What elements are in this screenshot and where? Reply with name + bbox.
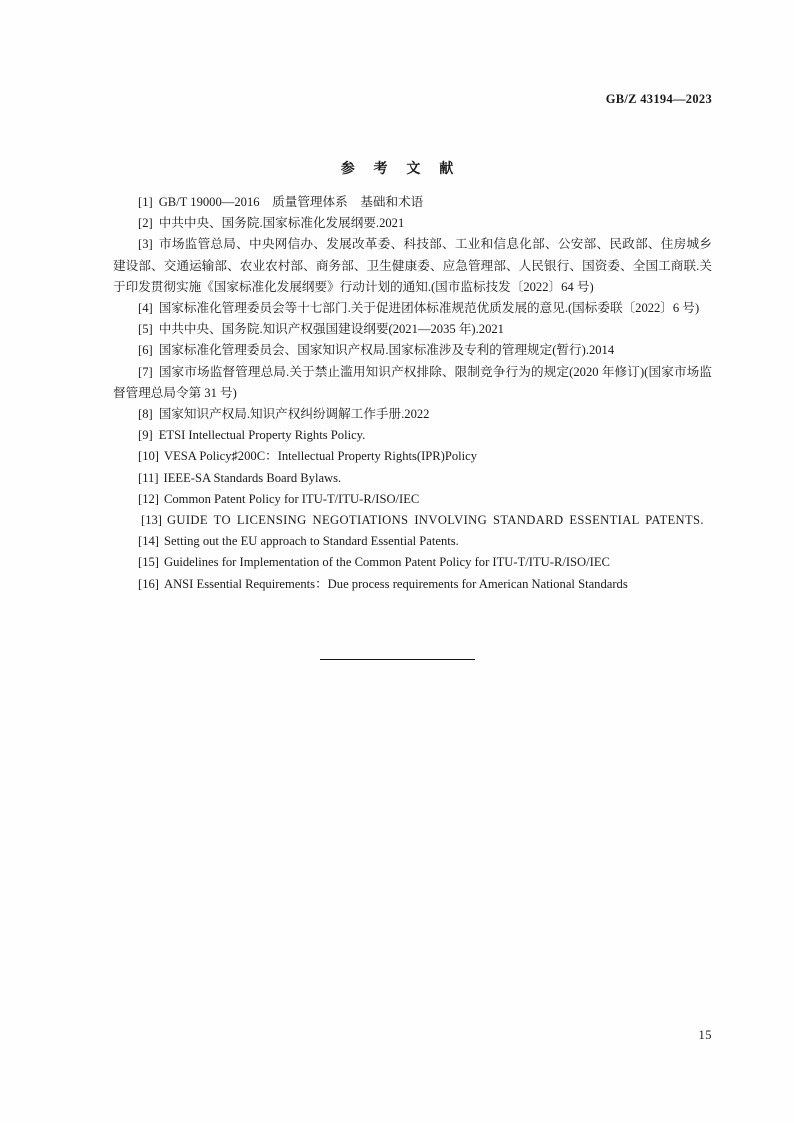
reference-number: [11]	[138, 470, 159, 485]
reference-number: [16]	[138, 576, 159, 591]
reference-text: 市场监管总局、中央网信办、发展改革委、科技部、工业和信息化部、公安部、民政部、住房城乡建设部、交通运输部、农业农村部、商务部、卫生健康委、应急管理部、人民银行、国资委、全国工商联.关于印发贯彻实施《国家标准化发展纲要》行动计划的通知.(国市监标技发〔2022〕64 号)	[113, 237, 712, 294]
reference-text: 中共中央、国务院.国家标准化发展纲要.2021	[158, 216, 405, 231]
reference-entry	[113, 531, 712, 552]
reference-text: 国家知识产权局.知识产权纠纷调解工作手册.2022	[158, 407, 430, 422]
reference-text: ETSI Intellectual Property Rights Policy.	[158, 428, 366, 443]
reference-text: GB/T 19000—2016 质量管理体系 基础和术语	[158, 195, 424, 209]
reference-entry	[113, 552, 712, 573]
reference-number: [4]	[138, 301, 153, 316]
reference-number: [3]	[138, 237, 153, 252]
reference-entry	[113, 425, 712, 446]
reference-number: [10]	[138, 449, 159, 464]
reference-text: Setting out the EU approach to Standard Essential Patents.	[163, 534, 459, 549]
reference-text: VESA Policy♯200C：Intellectual Property Rights(IPR)Policy	[163, 449, 478, 464]
reference-entry	[113, 489, 712, 510]
reference-text: IEEE-SA Standards Board Bylaws.	[163, 470, 342, 485]
reference-number: [9]	[138, 428, 153, 443]
reference-entry	[113, 340, 712, 361]
reference-number: [14]	[138, 534, 159, 549]
reference-entry	[113, 362, 712, 404]
reference-entry	[113, 574, 712, 595]
reference-entry	[113, 298, 712, 319]
reference-number: [6]	[138, 343, 153, 358]
standard-number: GB/Z 43194—2023	[605, 92, 712, 106]
reference-entry	[113, 213, 712, 234]
reference-entry	[113, 404, 712, 425]
reference-number: [8]	[138, 407, 153, 422]
reference-number: [7]	[138, 364, 153, 379]
reference-number: [5]	[138, 322, 153, 337]
end-of-document-rule	[320, 659, 475, 660]
reference-entry	[113, 446, 712, 467]
reference-text: 中共中央、国务院.知识产权强国建设纲要(2021—2035 年).2021	[158, 322, 504, 337]
reference-entry	[113, 319, 712, 340]
reference-text: 国家市场监督管理总局.关于禁止滥用知识产权排除、限制竞争行为的规定(2020 年修订)(国家市场监督管理总局令第 31 号)	[113, 364, 712, 400]
running-header	[113, 92, 712, 112]
reference-entry	[113, 234, 712, 298]
reference-text: GUIDE TO LICENSING NEGOTIATIONS INVOLVING STANDARD ESSENTIAL PATENTS.	[166, 513, 704, 528]
reference-text: ANSI Essential Requirements：Due process requirements for American National Standards	[163, 576, 628, 591]
page-number: 15	[698, 1028, 712, 1042]
reference-entry	[113, 468, 712, 489]
reference-text: 国家标准化管理委员会、国家知识产权局.国家标准涉及专利的管理规定(暂行).2014	[158, 343, 615, 358]
reference-text: 国家标准化管理委员会等十七部门.关于促进团体标准规范优质发展的意见.(国标委联〔2022〕6 号)	[158, 301, 700, 316]
reference-entry	[113, 510, 712, 531]
reference-text: Common Patent Policy for ITU-T/ITU-R/ISO/IEC	[163, 491, 420, 506]
reference-text: Guidelines for Implementation of the Common Patent Policy for ITU-T/ITU-R/ISO/IEC	[163, 555, 610, 570]
reference-number: [2]	[138, 216, 153, 231]
reference-number: [1]	[138, 195, 153, 209]
reference-entry	[113, 192, 712, 213]
reference-list	[113, 192, 712, 595]
reference-number: [13]	[141, 513, 162, 528]
end-of-document-rule-container	[0, 650, 794, 668]
reference-number: [12]	[138, 491, 159, 506]
page-title: 参 考 文 献	[340, 161, 461, 177]
reference-number: [15]	[138, 555, 159, 570]
